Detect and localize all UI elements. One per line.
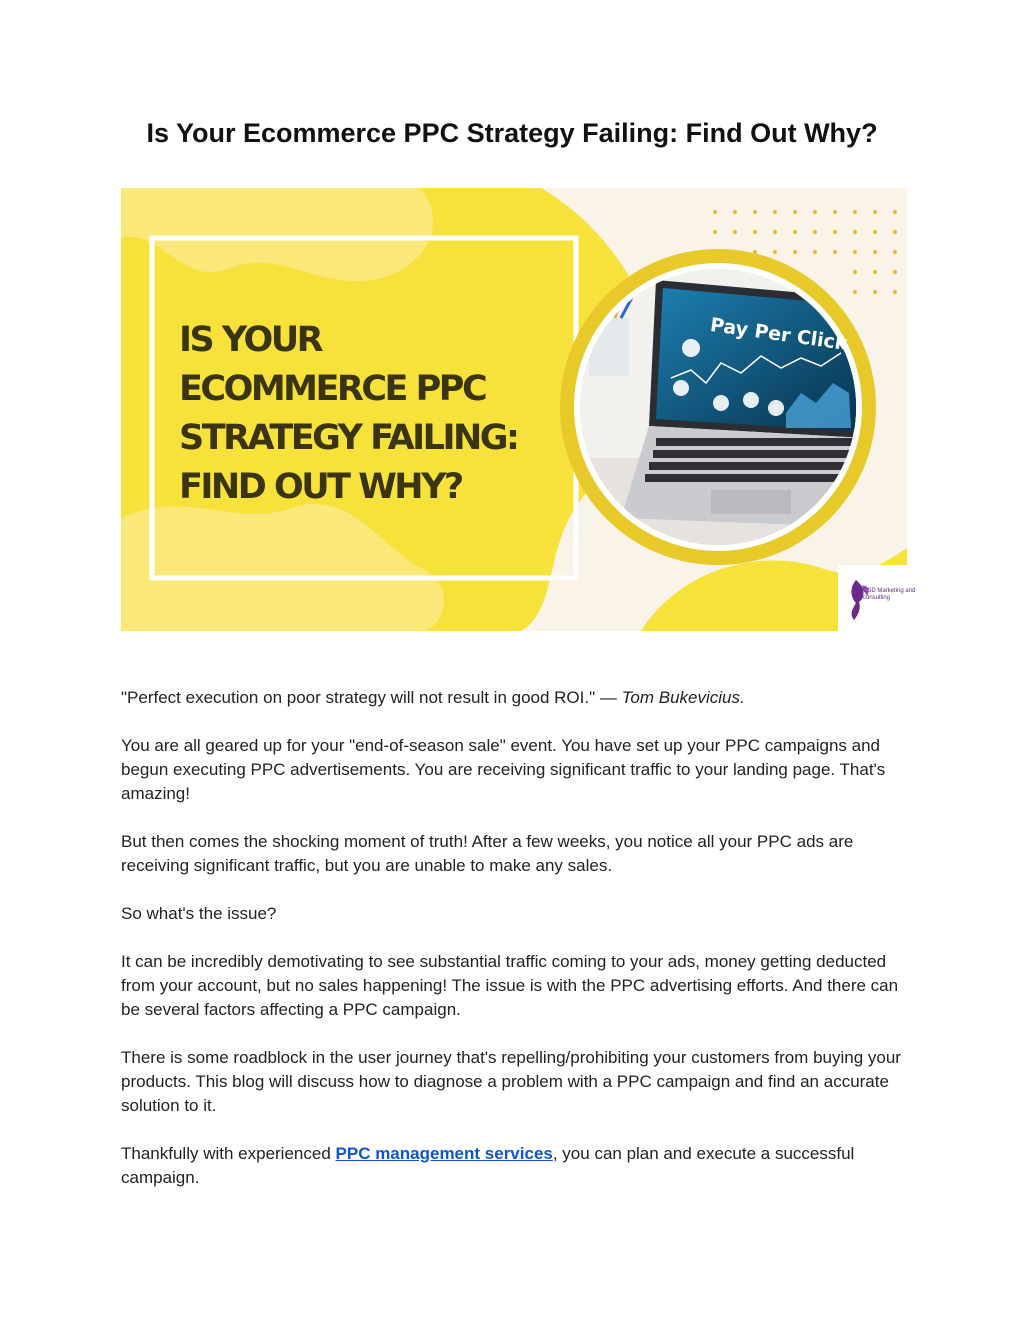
- quote-paragraph: [121, 686, 901, 710]
- paragraph-1: You are all geared up for your "end-of-season sale" event. You have set up your PPC campaigns and begun executing PPC advertisements. You are receiving significant traffic to your landing page. That's amazing!: [121, 736, 886, 803]
- paragraph-2: But then comes the shocking moment of truth! After a few weeks, you notice all your PPC ads are receiving significant traffic, but you are unable to make any sales.: [121, 832, 854, 875]
- banner-headline: IS YOUR ECOMMERCE PPC STRATEGY FAILING: FIND OUT WHY?: [179, 320, 518, 507]
- paragraph-6: [121, 1142, 901, 1190]
- logo-text: CSD Marketing and consulting: [863, 588, 916, 601]
- paragraph-6-after: , you can plan and execute a successful campaign.: [121, 1144, 855, 1187]
- paragraph-4: It can be incredibly demotivating to see substantial traffic coming to your ads, money getting deducted from your account, but no sales happening! The issue is with the PPC advertising efforts. And there can be several factors affecting a PPC campaign.: [121, 952, 899, 1019]
- paragraph-6-before: Thankfully with experienced: [121, 1144, 336, 1163]
- ppc-management-services-link[interactable]: PPC management services: [335, 1144, 553, 1163]
- quote-author: Tom Bukevicius.: [621, 688, 745, 707]
- paragraph-3: So what's the issue?: [121, 904, 277, 923]
- paragraph-5: There is some roadblock in the user journey that's repelling/prohibiting your customers from buying your products. This blog will discuss how to diagnose a problem with a PPC campaign and find an accurate solution to it.: [121, 1048, 901, 1115]
- quote-text: "Perfect execution on poor strategy will not result in good ROI." —: [121, 688, 622, 707]
- page-title: Is Your Ecommerce PPC Strategy Failing: Find Out Why?: [146, 118, 878, 148]
- article-body: [121, 686, 901, 1214]
- hero-banner-image: [121, 188, 916, 631]
- screen-text: Pay Per Click: [708, 313, 849, 355]
